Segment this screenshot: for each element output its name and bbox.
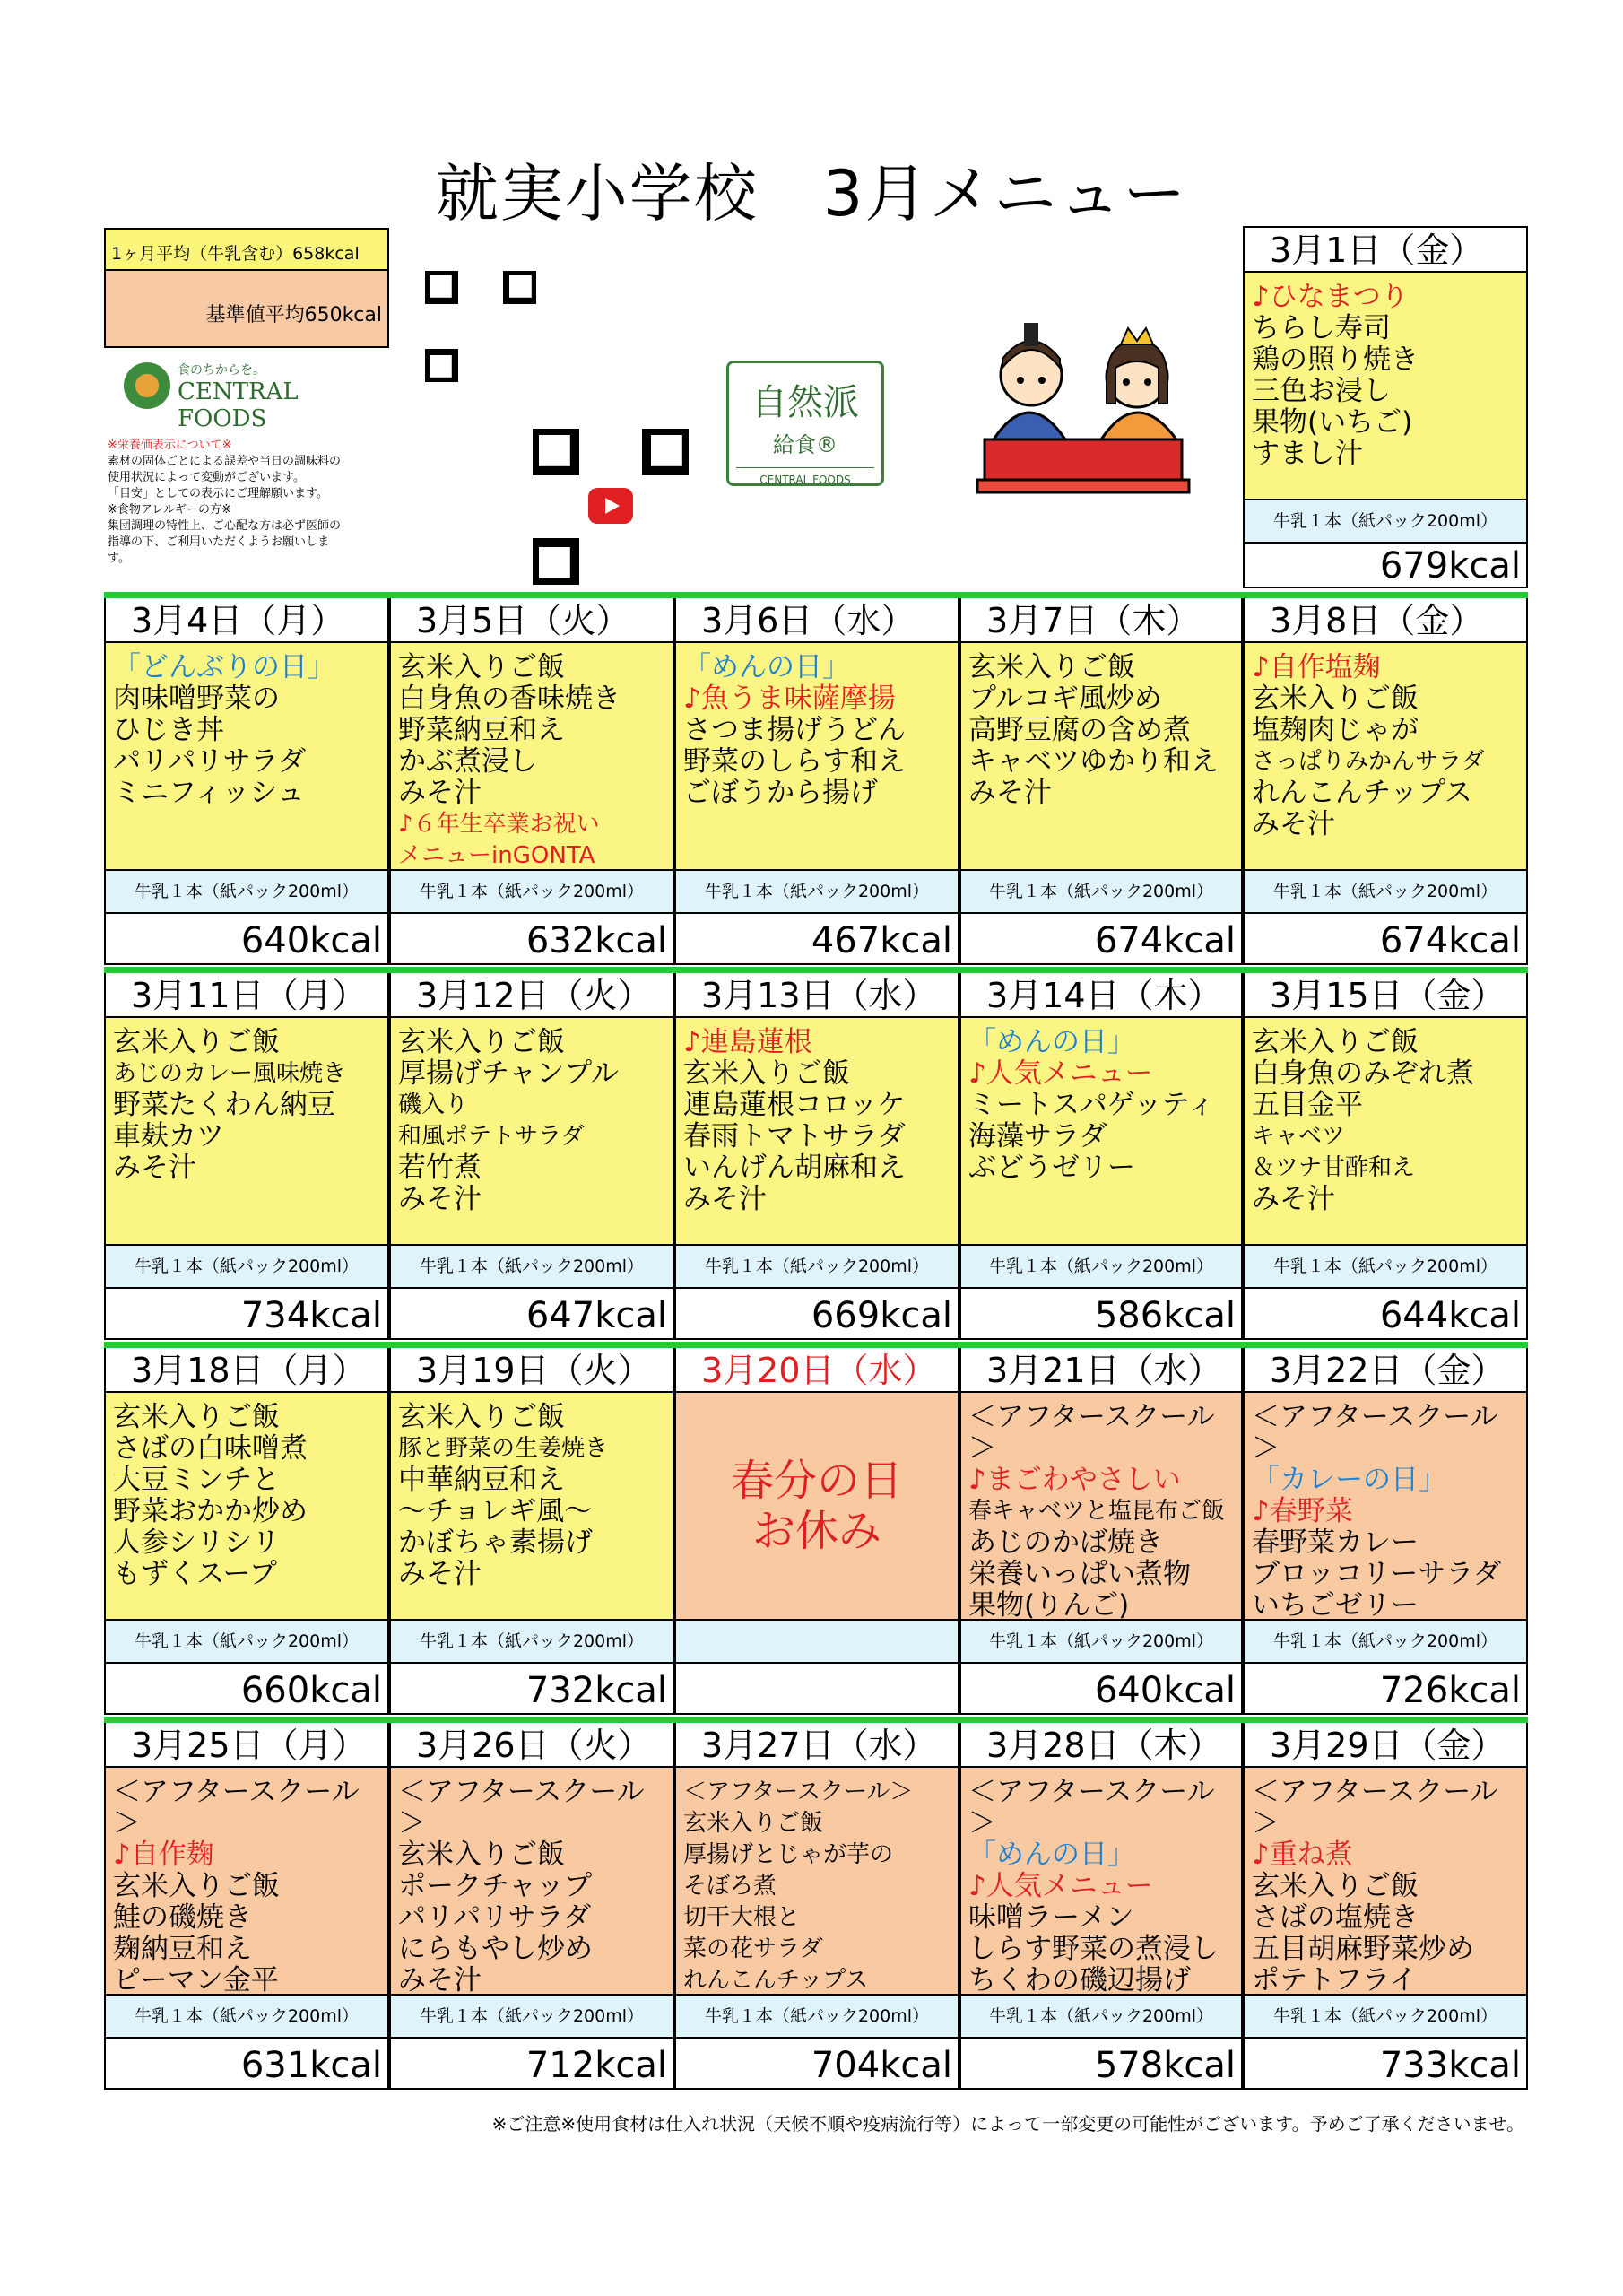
menu-item: ブロッコリーサラダ bbox=[1252, 1558, 1502, 1590]
menu-item: 玄米入りご飯 bbox=[1252, 1870, 1419, 1902]
day-kcal: 726kcal bbox=[1245, 1664, 1526, 1715]
day-kcal: 674kcal bbox=[961, 914, 1241, 965]
menu-item: 白身魚の香味焼き bbox=[398, 683, 621, 715]
menu-item: ♪自作麹 bbox=[113, 1839, 214, 1871]
central-foods-logo bbox=[124, 359, 366, 432]
day-date: 3月19日（火） bbox=[391, 1348, 673, 1393]
menu-item: 切干大根と bbox=[683, 1904, 801, 1931]
menu-item: 菜の花サラダ bbox=[683, 1935, 823, 1962]
menu-item: 連島蓮根コロッケ bbox=[683, 1089, 906, 1121]
logo-subtitle: 給食® bbox=[773, 432, 838, 457]
menu-item: みそ汁 bbox=[398, 1183, 482, 1215]
youtube-play-icon bbox=[588, 488, 633, 524]
menu-item: 肉味噌野菜の bbox=[113, 683, 280, 715]
menu-item: 玄米入りご飯 bbox=[398, 1026, 565, 1058]
menu-item: 大豆ミンチと bbox=[113, 1464, 280, 1496]
milk-label: 牛乳１本（紙パック200ml） bbox=[106, 1246, 387, 1289]
menu-item: そぼろ煮 bbox=[683, 1873, 777, 1900]
menu-item: 「カレーの日」 bbox=[1252, 1464, 1446, 1496]
day-menu bbox=[106, 643, 387, 871]
day-date: 3月25日（月） bbox=[106, 1723, 387, 1768]
milk-label: 牛乳１本（紙パック200ml） bbox=[1245, 1621, 1526, 1664]
day-menu bbox=[676, 1768, 958, 1996]
holiday-notice bbox=[676, 1393, 958, 1621]
menu-item: かぼちゃ素揚げ bbox=[398, 1526, 593, 1559]
menu-item: 野菜納豆和え bbox=[398, 714, 565, 746]
day-menu bbox=[1245, 1393, 1526, 1621]
menu-item: ちくわの磯辺揚げ bbox=[968, 1964, 1191, 1996]
menu-item: 春分の日 bbox=[730, 1456, 903, 1506]
milk-label: 牛乳１本（紙パック200ml） bbox=[961, 1996, 1241, 2039]
menu-item: 玄米入りご飯 bbox=[398, 651, 565, 683]
day-kcal: 467kcal bbox=[676, 914, 958, 965]
day-card bbox=[674, 1723, 959, 2090]
day-card bbox=[1243, 1723, 1528, 2090]
menu-item: 「めんの日」 bbox=[968, 1839, 1135, 1871]
milk-label: 牛乳１本（紙パック200ml） bbox=[106, 1621, 387, 1664]
day-kcal: 712kcal bbox=[391, 2039, 673, 2090]
menu-item: 中華納豆和え bbox=[398, 1464, 565, 1496]
day-date: 3月1日（金） bbox=[1245, 228, 1526, 273]
milk-label: 牛乳１本（紙パック200ml） bbox=[391, 1246, 673, 1289]
menu-item: 鮭の磯焼き bbox=[113, 1901, 252, 1934]
leaf-logo-icon bbox=[124, 362, 170, 409]
day-card bbox=[1243, 1348, 1528, 1715]
menu-item: ミニフィッシュ bbox=[113, 777, 305, 809]
menu-item: パリパリサラダ bbox=[113, 745, 307, 778]
menu-item: みそ汁 bbox=[1252, 1183, 1335, 1215]
shizenha-kyushoku-logo bbox=[726, 361, 884, 486]
day-menu bbox=[391, 643, 673, 871]
menu-item: 「めんの日」 bbox=[968, 1026, 1135, 1058]
day-menu bbox=[961, 1393, 1241, 1621]
note-line: す。 bbox=[108, 552, 130, 565]
menu-item: もずくスープ bbox=[113, 1558, 277, 1590]
day-date: 3月12日（火） bbox=[391, 973, 673, 1018]
menu-item: みそ汁 bbox=[398, 1558, 482, 1590]
menu-item: 玄米入りご飯 bbox=[113, 1026, 280, 1058]
note-line: 集団調理の特性上、ご心配な方は必ず医師の bbox=[108, 519, 342, 533]
menu-item: ＆ツナ甘酢和え bbox=[1252, 1154, 1416, 1181]
day-menu bbox=[1245, 1018, 1526, 1246]
menu-item: みそ汁 bbox=[398, 777, 482, 809]
note-line: 「目安」としての表示にご理解願います。 bbox=[108, 487, 328, 500]
day-date: 3月22日（金） bbox=[1245, 1348, 1526, 1393]
logo-brand: CENTRAL FOODS bbox=[736, 467, 874, 486]
menu-calendar bbox=[104, 592, 1528, 2090]
day-kcal: 704kcal bbox=[676, 2039, 958, 2090]
day-kcal: 631kcal bbox=[106, 2039, 387, 2090]
day-date: 3月11日（月） bbox=[106, 973, 387, 1018]
day-kcal: 632kcal bbox=[391, 914, 673, 965]
day-date: 3月8日（金） bbox=[1245, 598, 1526, 643]
menu-item: れんこんチップス bbox=[1252, 777, 1472, 809]
logo-title: 自然派 bbox=[751, 382, 859, 423]
menu-item: みそ汁 bbox=[968, 777, 1052, 809]
day-menu bbox=[1245, 273, 1526, 500]
menu-item: 車麸カツ bbox=[113, 1120, 224, 1152]
day-menu bbox=[1245, 643, 1526, 871]
week-row bbox=[104, 1717, 1528, 2090]
menu-item: 玄米入りご飯 bbox=[968, 651, 1135, 683]
menu-item: 塩麹肉じゃが bbox=[1252, 714, 1419, 746]
milk-label: 牛乳１本（紙パック200ml） bbox=[676, 871, 958, 914]
menu-item: 玄米入りご飯 bbox=[113, 1401, 280, 1433]
menu-item: 玄米入りご飯 bbox=[398, 1839, 565, 1871]
day-menu bbox=[961, 643, 1241, 871]
menu-item: 和風ポテトサラダ bbox=[398, 1123, 585, 1150]
note-line: 素材の固体ごとによる誤差や当日の調味料の bbox=[108, 455, 342, 468]
menu-item: 春野菜カレー bbox=[1252, 1526, 1419, 1559]
menu-item: ♪人気メニュー bbox=[968, 1057, 1153, 1090]
menu-item: ポテトフライ bbox=[1252, 1964, 1418, 1996]
menu-item: ピーマン金平 bbox=[113, 1964, 279, 1996]
menu-item: 五目胡麻野菜炒め bbox=[1252, 1933, 1474, 1965]
menu-item: ＜アフタースクール＞ bbox=[683, 1779, 914, 1805]
day-date: 3月6日（水） bbox=[676, 598, 958, 643]
day-card bbox=[104, 1723, 389, 2090]
week-row bbox=[104, 1342, 1528, 1715]
menu-item: 五目金平 bbox=[1252, 1089, 1363, 1121]
hina-dolls-illustration bbox=[976, 305, 1191, 502]
day-date: 3月13日（水） bbox=[676, 973, 958, 1018]
menu-item: ＜アフタースクール＞ bbox=[1252, 1776, 1498, 1839]
menu-item: ♪６年生卒業お祝い bbox=[398, 811, 600, 838]
menu-item: 鶏の照り焼き bbox=[1252, 344, 1419, 376]
note-heading: ※栄養価表示について※ bbox=[108, 439, 232, 452]
menu-item: 果物(いちご) bbox=[1252, 406, 1413, 439]
day-date: 3月18日（月） bbox=[106, 1348, 387, 1393]
milk-label: 牛乳１本（紙パック200ml） bbox=[676, 1996, 958, 2039]
menu-item: パリパリサラダ bbox=[398, 1901, 592, 1934]
menu-item: ＜アフタースクール＞ bbox=[968, 1401, 1215, 1465]
menu-item: みそ汁 bbox=[113, 1152, 196, 1184]
menu-item: 「めんの日」 bbox=[683, 651, 850, 683]
milk-label: 牛乳１本（紙パック200ml） bbox=[961, 1621, 1241, 1664]
day-menu bbox=[961, 1018, 1241, 1246]
menu-item: ミートスパゲッティ bbox=[968, 1089, 1215, 1121]
menu-item: 厚揚げとじゃが芋の bbox=[683, 1841, 894, 1868]
menu-item: さっぱりみかんサラダ bbox=[1252, 748, 1485, 775]
menu-item: れんこんチップス bbox=[683, 1967, 869, 1994]
menu-item: ぶどうゼリー bbox=[968, 1152, 1135, 1184]
day-kcal bbox=[676, 1664, 958, 1715]
day-date: 3月7日（木） bbox=[961, 598, 1241, 643]
day-kcal: 733kcal bbox=[1245, 2039, 1526, 2090]
monthly-average: 1ヶ月平均（牛乳含む）658kcal bbox=[104, 228, 389, 271]
menu-item: 白身魚のみぞれ煮 bbox=[1252, 1057, 1474, 1090]
day-menu bbox=[106, 1393, 387, 1621]
day-kcal: 660kcal bbox=[106, 1664, 387, 1715]
menu-item: ♪自作塩麹 bbox=[1252, 651, 1381, 683]
menu-item: 野菜たくわん納豆 bbox=[113, 1089, 335, 1121]
milk-label: 牛乳１本（紙パック200ml） bbox=[106, 871, 387, 914]
menu-item: 麹納豆和え bbox=[113, 1933, 252, 1965]
day-card bbox=[389, 973, 674, 1340]
menu-item: 味噌ラーメン bbox=[968, 1901, 1134, 1934]
note-line: ※食物アレルギーの方※ bbox=[108, 503, 231, 517]
menu-item: 海藻サラダ bbox=[968, 1120, 1107, 1152]
day-card bbox=[104, 1348, 389, 1715]
milk-label bbox=[676, 1621, 958, 1664]
menu-item: 若竹煮 bbox=[398, 1152, 482, 1184]
menu-item: ♪ひなまつり bbox=[1252, 281, 1409, 313]
day-kcal: 644kcal bbox=[1245, 1289, 1526, 1340]
menu-item: みそ汁 bbox=[1252, 808, 1335, 840]
menu-item: メニューinGONTA bbox=[398, 842, 595, 869]
menu-item: あじのかば焼き bbox=[968, 1526, 1163, 1559]
day-card bbox=[389, 1348, 674, 1715]
menu-item: キャベツゆかり和え bbox=[968, 745, 1219, 778]
menu-item: 野菜おかか炒め bbox=[113, 1495, 308, 1527]
week-row bbox=[104, 592, 1528, 965]
menu-item: ＜アフタースクール＞ bbox=[398, 1776, 645, 1839]
menu-item: いんげん胡麻和え bbox=[683, 1152, 906, 1184]
day-kcal: 734kcal bbox=[106, 1289, 387, 1340]
day-kcal: 578kcal bbox=[961, 2039, 1241, 2090]
milk-label: 牛乳１本（紙パック200ml） bbox=[391, 1996, 673, 2039]
menu-item: 春キャベツと塩昆布ご飯 bbox=[968, 1498, 1226, 1525]
nutrition-note bbox=[108, 438, 377, 567]
menu-item: 玄米入りご飯 bbox=[683, 1057, 850, 1090]
menu-item: 玄米入りご飯 bbox=[1252, 683, 1419, 715]
page-title: 就実小学校 3月メニュー bbox=[435, 157, 1188, 230]
menu-item: ごぼうから揚げ bbox=[683, 777, 878, 809]
menu-item: 人参シリシリ bbox=[113, 1526, 280, 1559]
menu-item: ＜アフタースクール＞ bbox=[1252, 1401, 1498, 1465]
youtube-qr-code-icon[interactable] bbox=[533, 429, 689, 585]
menu-item: キャベツ bbox=[1252, 1123, 1346, 1150]
day-kcal: 674kcal bbox=[1245, 914, 1526, 965]
menu-item: 玄米入りご飯 bbox=[113, 1870, 280, 1902]
menu-item: プルコギ風炒め bbox=[968, 683, 1162, 715]
logo-tagline: 食のちからを。 bbox=[178, 363, 265, 378]
menu-item: ＜アフタースクール＞ bbox=[113, 1776, 360, 1839]
milk-label: 牛乳１本（紙パック200ml） bbox=[391, 871, 673, 914]
standard-average: 基準値平均650kcal bbox=[104, 269, 389, 348]
day-menu bbox=[676, 1018, 958, 1246]
menu-item: 果物(りんご) bbox=[968, 1589, 1130, 1621]
qr-code-icon[interactable] bbox=[425, 271, 536, 382]
milk-label: 牛乳１本（紙パック200ml） bbox=[1245, 1996, 1526, 2039]
day-kcal: 586kcal bbox=[961, 1289, 1241, 1340]
menu-item: みそ汁 bbox=[398, 1964, 482, 1996]
day-date: 3月4日（月） bbox=[106, 598, 387, 643]
menu-item: ♪春野菜 bbox=[1252, 1495, 1353, 1527]
day-card bbox=[959, 598, 1243, 965]
day-date: 3月15日（金） bbox=[1245, 973, 1526, 1018]
menu-item: 春雨トマトサラダ bbox=[683, 1120, 906, 1152]
day-kcal: 640kcal bbox=[106, 914, 387, 965]
day-card bbox=[389, 1723, 674, 2090]
day-card bbox=[389, 598, 674, 965]
milk-label: 牛乳１本（紙パック200ml） bbox=[1245, 871, 1526, 914]
menu-item: 栄養いっぱい煮物 bbox=[968, 1558, 1191, 1590]
day-menu bbox=[391, 1018, 673, 1246]
note-line: 使用状況によって変動がございます。 bbox=[108, 471, 305, 484]
menu-item: ♪連島蓮根 bbox=[683, 1026, 812, 1058]
day-card-mar1 bbox=[1243, 226, 1528, 588]
milk-label: 牛乳１本（紙パック200ml） bbox=[1245, 500, 1526, 544]
menu-item: 玄米入りご飯 bbox=[1252, 1026, 1419, 1058]
day-card bbox=[674, 598, 959, 965]
day-date: 3月20日（水） bbox=[676, 1348, 958, 1393]
menu-item: しらす野菜の煮浸し bbox=[968, 1933, 1219, 1965]
menu-item: あじのカレー風味焼き bbox=[113, 1060, 347, 1087]
menu-item: ひじき丼 bbox=[113, 714, 224, 746]
menu-item: 玄米入りご飯 bbox=[683, 1810, 824, 1837]
day-menu bbox=[391, 1768, 673, 1996]
day-card bbox=[104, 598, 389, 965]
day-menu bbox=[676, 643, 958, 871]
note-line: 指導の下、ご利用いただくようお願いしま bbox=[108, 535, 330, 549]
day-menu bbox=[1245, 1768, 1526, 1996]
day-card bbox=[1243, 598, 1528, 965]
milk-label: 牛乳１本（紙パック200ml） bbox=[391, 1621, 673, 1664]
menu-item: みそ汁 bbox=[683, 1183, 767, 1215]
menu-item: 「どんぶりの日」 bbox=[113, 651, 335, 683]
milk-label: 牛乳１本（紙パック200ml） bbox=[961, 1246, 1241, 1289]
menu-item: 野菜のしらす和え bbox=[683, 745, 906, 778]
menu-item: さつま揚げうどん bbox=[683, 714, 906, 746]
day-kcal: 640kcal bbox=[961, 1664, 1241, 1715]
menu-item: かぶ煮浸し bbox=[398, 745, 537, 778]
day-kcal: 732kcal bbox=[391, 1664, 673, 1715]
menu-item: ～チョレギ風～ bbox=[398, 1495, 593, 1527]
day-card bbox=[1243, 973, 1528, 1340]
menu-item: ♪魚うま味薩摩揚 bbox=[683, 683, 896, 715]
menu-item: ポークチャップ bbox=[398, 1870, 593, 1902]
menu-item: ♪まごわやさしい bbox=[968, 1464, 1181, 1496]
menu-item: すまし汁 bbox=[1252, 438, 1363, 470]
day-date: 3月21日（水） bbox=[961, 1348, 1241, 1393]
day-kcal: 669kcal bbox=[676, 1289, 958, 1340]
day-card bbox=[959, 1348, 1243, 1715]
menu-item: お休み bbox=[751, 1506, 881, 1556]
milk-label: 牛乳１本（紙パック200ml） bbox=[676, 1246, 958, 1289]
milk-label: 牛乳１本（紙パック200ml） bbox=[1245, 1246, 1526, 1289]
day-menu bbox=[106, 1768, 387, 1996]
day-card bbox=[959, 973, 1243, 1340]
menu-item: ちらし寿司 bbox=[1252, 312, 1391, 344]
menu-item: 玄米入りご飯 bbox=[398, 1401, 565, 1433]
milk-label: 牛乳１本（紙パック200ml） bbox=[106, 1996, 387, 2039]
day-date: 3月28日（木） bbox=[961, 1723, 1241, 1768]
menu-item: ♪重ね煮 bbox=[1252, 1839, 1353, 1871]
day-date: 3月27日（水） bbox=[676, 1723, 958, 1768]
day-kcal: 647kcal bbox=[391, 1289, 673, 1340]
menu-item: にらもやし炒め bbox=[398, 1933, 593, 1965]
day-card bbox=[104, 973, 389, 1340]
menu-item: さばの塩焼き bbox=[1252, 1901, 1419, 1934]
day-menu bbox=[961, 1768, 1241, 1996]
menu-item: 三色お浸し bbox=[1252, 375, 1391, 407]
day-card bbox=[959, 1723, 1243, 2090]
menu-item: 厚揚げチャンプル bbox=[398, 1057, 619, 1090]
day-date: 3月26日（火） bbox=[391, 1723, 673, 1768]
day-date: 3月5日（火） bbox=[391, 598, 673, 643]
logo-brand: CENTRAL FOODS bbox=[178, 378, 299, 432]
week-row bbox=[104, 967, 1528, 1340]
menu-item: 高野豆腐の含め煮 bbox=[968, 714, 1191, 746]
day-date: 3月14日（木） bbox=[961, 973, 1241, 1018]
menu-item: ♪人気メニュー bbox=[968, 1870, 1153, 1902]
day-menu bbox=[391, 1393, 673, 1621]
menu-item: 磯入り bbox=[398, 1091, 469, 1118]
day-kcal: 679kcal bbox=[1379, 545, 1521, 587]
menu-item: いちごゼリー bbox=[1252, 1589, 1419, 1621]
day-card bbox=[674, 973, 959, 1340]
menu-item: 豚と野菜の生姜焼き bbox=[398, 1435, 609, 1462]
milk-label: 牛乳１本（紙パック200ml） bbox=[961, 871, 1241, 914]
footer-note: ※ご注意※使用食材は仕入れ状況（天候不順や疫病流行等）によって一部変更の可能性がございます。予めご了承くださいませ。 bbox=[491, 2113, 1524, 2135]
menu-item: ＜アフタースクール＞ bbox=[968, 1776, 1215, 1839]
day-card bbox=[674, 1348, 959, 1715]
menu-item: さばの白味噌煮 bbox=[113, 1432, 308, 1465]
day-date: 3月29日（金） bbox=[1245, 1723, 1526, 1768]
day-menu bbox=[106, 1018, 387, 1246]
